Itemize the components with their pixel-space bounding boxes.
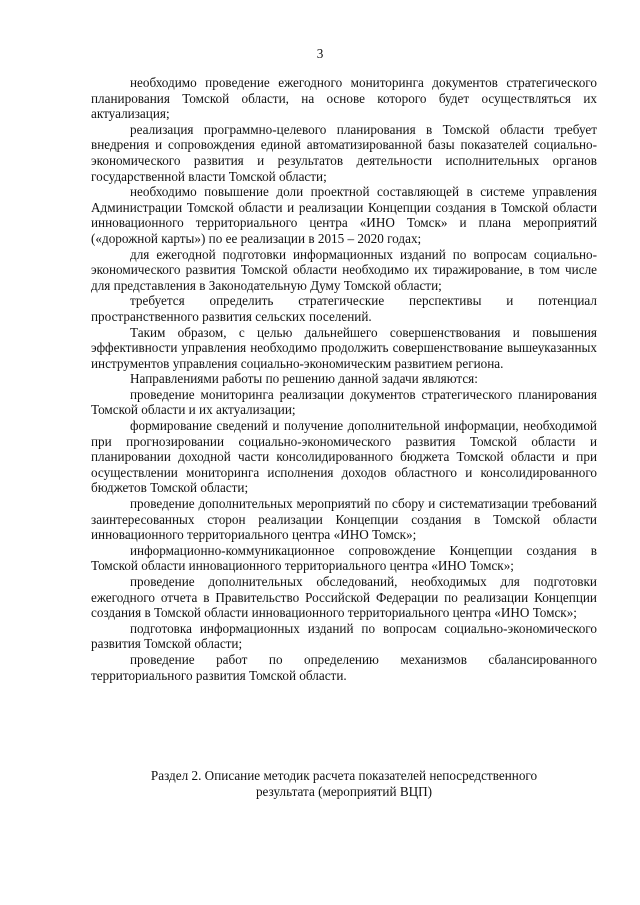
paragraph: требуется определить стратегические перспективы и потенциал пространственного развития сельских поселений. (91, 293, 597, 324)
paragraph: проведение мониторинга реализации документов стратегического планирования Томской области и их актуализации; (91, 386, 597, 418)
section-title-line: Раздел 2. Описание методик расчета показателей непосредственного (150, 768, 538, 783)
section-title (91, 768, 597, 799)
paragraph: подготовка информационных изданий по вопросам социально-экономического развития Томской области; (91, 620, 597, 652)
body-text (91, 75, 597, 683)
section-title-line: результата (мероприятий ВЦП) (255, 783, 433, 799)
paragraph: формирование сведений и получение дополнительной информации, необходимой при прогнозировании социально-экономического развития Томской области и планировании доходной части консолидированного бюджета Томской области и при осуществлении мониторинга исполнения доходов областного и консолидированного бюджетов Томской области; (91, 418, 597, 496)
paragraph: для ежегодной подготовки информационных изданий по вопросам социально-экономического развития Томской области необходимо их тиражирование, в том числе для представления в Законодательную Думу Томской области; (91, 246, 597, 293)
paragraph: Направлениями работы по решению данной задачи являются: (130, 371, 478, 387)
paragraph: проведение работ по определению механизмов сбалансированного территориального развития Томской области. (91, 651, 597, 683)
page-number: 3 (316, 46, 324, 61)
paragraph: Таким образом, с целью дальнейшего совершенствования и повышения эффективности управления необходимо продолжить совершенствование вышеуказанных инструментов управления социально-экономическим развитием региона. (91, 324, 597, 371)
paragraph: необходимо проведение ежегодного мониторинга документов стратегического планирования Томской области, на основе которого будет осуществляться их актуализация; (91, 75, 597, 122)
paragraph: проведение дополнительных мероприятий по сбору и систематизации требований заинтересованных сторон реализации Концепции создания в Томской области инновационного территориального центра «ИНО Томск»; (91, 496, 597, 543)
paragraph: необходимо повышение доли проектной составляющей в системе управления Администрации Томской области и реализации Концепции создания в Томской области инновационного территориального центра «ИНО Томск» и плана мероприятий («дорожной карты») по ее реализации в 2015 – 2020 годах; (91, 184, 597, 246)
paragraph: информационно-коммуникационное сопровождение Концепции создания в Томской области инновационного территориального центра «ИНО Томск»; (91, 542, 597, 574)
paragraph: реализация программно-целевого планирования в Томской области требует внедрения и сопровождения единой автоматизированной базы показателей социально-экономического развития и результатов деятельности исполнительных органов государственной власти Томской области; (91, 121, 597, 184)
paragraph: проведение дополнительных обследований, необходимых для подготовки ежегодного отчета в Правительство Российской Федерации по реализации Концепции создания в Томской области инновационного территориального центра «ИНО Томск»; (91, 574, 597, 621)
